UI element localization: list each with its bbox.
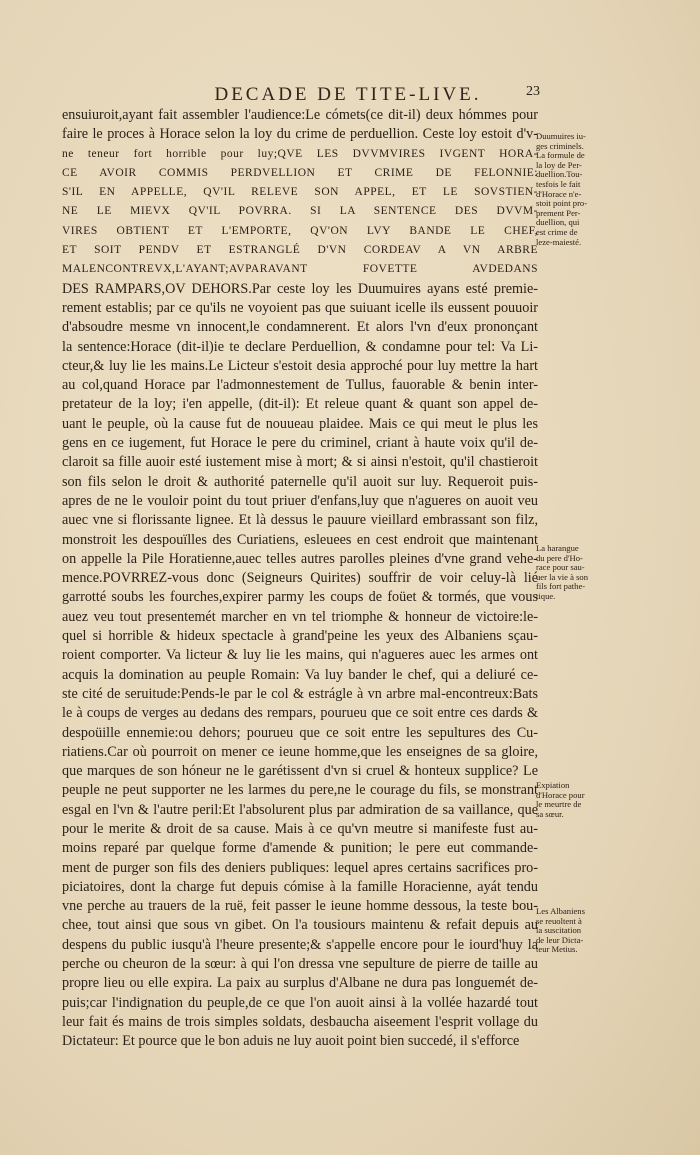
margin-note-line: La formule de	[536, 150, 585, 161]
margin-note-line: du pere d'Ho-	[536, 552, 583, 563]
text-line: d'absoudre mesme vn innocent,le condamnerent. Et alors l'vn d'eux prononçant	[62, 319, 538, 336]
margin-note-line: tique.	[536, 590, 556, 601]
margin-note-line: prement Per-	[536, 207, 581, 218]
text-line: pour le merite & droit de sa cause. Mais à ce qu'vn meutre si manifeste fust au-	[62, 820, 538, 837]
text-line: NE LE MIEVX QV'IL POVRRA. SI LA SENTENCE DES DVVM-	[62, 205, 538, 218]
text-line: puis;car l'indignation du peuple,de ce que l'on auoit ainsi à la vollée hazardé tout	[62, 994, 538, 1011]
margin-note-line: fils fort pathe-	[536, 581, 586, 592]
margin-note-line: Duumuires iu-	[536, 131, 586, 141]
text-line: despens du public iusqu'à l'heure presente;& s'appelle encore pour le iourd'huy la	[62, 936, 538, 953]
text-line: on appelle la Pile Horatienne,auec telles autres parolles pleines d'vne grand vehe-	[62, 550, 538, 567]
text-line: chee, tout ainsi que sous vn gibet. On l'a tousiours maintenu & refait depuis au	[62, 917, 538, 934]
text-line: ET SOIT PENDV ET ESTRANGLÉ D'VN CORDEAV A VN ARBRE	[62, 244, 538, 257]
margin-note-line: leze-maiesté.	[536, 236, 582, 247]
text-line: le à coups de verges au dedans des rempars, pourueu que ce soit entre ces dards &	[62, 705, 538, 722]
page-number: 23	[526, 84, 540, 99]
text-line: despoüille ennemie:ou dehors; pourueu que ce soit entre les sepultures des Cu-	[62, 724, 538, 741]
text-line: cteur,& luy lie les mains.Le Licteur s'estoit desia approché pour luy mettre la hart	[62, 357, 538, 374]
text-line: leur fait és mains de trois simples soldats, desbaucha aiseement l'esprit vollage du	[62, 1013, 538, 1030]
margin-note-line: sa sœur.	[536, 808, 564, 819]
text-line: gens en ce iugement, fut Horace le pere du criminel, criant à haute voix qu'il de-	[62, 435, 538, 452]
text-line: moins reparé par quelque forme d'amende & punition; le pere eut commande-	[62, 840, 538, 857]
margin-note-line: Les Albaniens	[536, 906, 585, 916]
text-line: riatiens.Car où pourroit on mener ce ieune homme,que les enseignes de sa gloire,	[62, 743, 538, 760]
text-line: claroit sa fille auoir esté iustement mise à mort; & si ainsi n'estoit, qu'il chastieroit	[62, 454, 538, 471]
text-line: S'IL EN APPELLE, QV'IL RELEVE SON APPEL, ET LE SOVSTIEN-	[62, 186, 538, 199]
text-line: que marques de son hóneur ne le garétissent d'vn si cruel & honteux supplice? Le	[62, 763, 538, 780]
text-line: quel si horrible & hideux spectacle à grand'peine les yeux des Albaniens sçau-	[62, 628, 538, 645]
margin-note-albanians	[536, 907, 602, 955]
text-line: DES RAMPARS,OV DEHORS.Par ceste loy les Duumuires ayans esté premie-	[62, 280, 538, 297]
text-line: uant le peuple, où la cause fut de nouueau plaidee. Mais ce qui meut le plus les	[62, 415, 538, 432]
margin-note-line: stoit point pro-	[536, 198, 588, 209]
margin-note-line: de leur Dicta-	[536, 934, 584, 945]
text-line: auec vne si florissante lignee. Et là dessus le pauure vieillard embrassant son filz,	[62, 512, 538, 529]
text-line: ensuiuroit,ayant fait assembler l'audience:Le cómets(ce dit-il) deux hómmes pour	[62, 107, 538, 123]
body-text	[62, 106, 538, 1052]
text-line: monstroit les despouïlles des Curiatiens, esleuees en cest endroit que maintenant	[62, 531, 538, 548]
text-line: ne teneur fort horrible pour luy;QVE LES DVVMVIRES IVGENT HORA-	[62, 147, 538, 160]
text-line: apres de ne le vouloir point du tout priuer d'enfans,luy que n'agueres on auoit veu	[62, 492, 538, 509]
text-line: auez veu tout presentemét marcher en vn tel triomphe & honneur de victoire:le-	[62, 608, 538, 625]
margin-note-duumvirs	[536, 132, 602, 247]
text-line: son fils selon le droit & authorité paternelle qu'il auoit sur luy. Requeroit puis-	[62, 473, 538, 490]
margin-note-line: duellion, qui	[536, 217, 580, 228]
text-line: acquis la domination au peuple Romain: Va luy bander le chef, qui a deliuré ce-	[62, 666, 538, 683]
text-line: mence.POVRREZ-vous donc (Seigneurs Quirites) souffrir de voir celuy-là lié	[62, 570, 538, 587]
margin-note-line: la suscitation	[536, 925, 582, 936]
text-line: peuple ne peut supporter ne les larmes du pere,ne le courage du fils, se monstrant	[62, 782, 538, 799]
margin-note-line: race pour sau-	[536, 562, 585, 573]
text-line: propre lieu ou elle expira. La paix au surplus d'Albane ne dura pas longuemét de-	[62, 975, 538, 992]
margin-note-line: d'Horace n'e-	[536, 188, 582, 199]
text-line: faire le proces à Horace selon la loy du crime de perduellion. Ceste loy estoit d'v-	[62, 126, 538, 143]
text-line: au col,quand Horace par l'admonnestement de Tullus, fauorable & benin inter-	[62, 377, 538, 394]
text-line: la sentence:Horace (dit-il)ie te declare Perduellion, & condamne pour tel: Va Li-	[62, 338, 538, 355]
text-line: ment de purger son fils des deniers publiques: lequel apres certains sacrifices pro-	[62, 859, 538, 876]
text-line: Dictateur: Et pource que le bon aduis ne luy auoit point bien succedé, il s'efforce	[62, 1033, 520, 1050]
text-line: pretateur de la loy; i'en appelle, (dit-il): Et releue quant & quant son appel de-	[62, 396, 538, 413]
text-line: rement establis; par ce qu'ils ne voyoient pas que suiuant icelle ils eussent pouuoir	[62, 299, 538, 316]
margin-note-line: La harangue	[536, 543, 579, 553]
text-line: VIRES OBTIENT ET L'EMPORTE, QV'ON LVY BANDE LE CHEF,	[62, 224, 538, 237]
text-line: garrotté soubs les fourches,expirer parmy les coups de foüet & tormés, que vous	[62, 589, 538, 606]
text-line: ste cité de seruitude:Pends-le par le col & estrágle à vn arbre mal-encontreux:Bats	[62, 685, 538, 702]
running-title: DECADE DE TITE-LIVE.	[214, 84, 482, 105]
margin-note-line: duellion.Tou-	[536, 169, 583, 180]
text-line: esgal en l'vn & l'autre peril:Et l'absolurent plus par admiration de sa vaillance, que	[62, 801, 538, 818]
margin-note-expiation	[536, 781, 602, 819]
text-line: perche ou cheuron de la sœur: à qui l'on dressa vne sepulture de pierre de taille au	[62, 956, 538, 973]
margin-note-line: d'Horace pour	[536, 789, 585, 800]
margin-note-line: ges criminels.	[536, 140, 584, 151]
text-line: roient comporter. Va licteur & luy lie les mains, qui n'agueres auec les armes ont	[62, 647, 538, 664]
text-line: CE AVOIR COMMIS PERDVELLION ET CRIME DE FELONNIE:	[62, 166, 538, 179]
margin-note-line: tesfois le fait	[536, 178, 581, 189]
margin-note-line: la loy de Per-	[536, 159, 582, 170]
margin-note-father-speech	[536, 544, 602, 602]
text-line: vne perche au trauers de la ruë, feit passer le ieune homme dessous, la teste bou-	[62, 898, 538, 915]
margin-note-line: teur Metius.	[536, 944, 578, 955]
margin-note-line: est crime de	[536, 226, 578, 237]
margin-note-line: uer la vie à son	[536, 571, 589, 582]
text-line: MALENCONTREVX,L'AYANT;AVPARAVANT FOVETTE AVDEDANS	[62, 263, 538, 276]
text-line: piciatoires, dont la charge fut depuis cómise à la famille Horacienne, ayát tendu	[62, 878, 538, 895]
margin-note-line: Expiation	[536, 780, 570, 790]
margin-note-line: se reuoltent à	[536, 915, 582, 926]
margin-note-line: le meurtre de	[536, 799, 582, 810]
